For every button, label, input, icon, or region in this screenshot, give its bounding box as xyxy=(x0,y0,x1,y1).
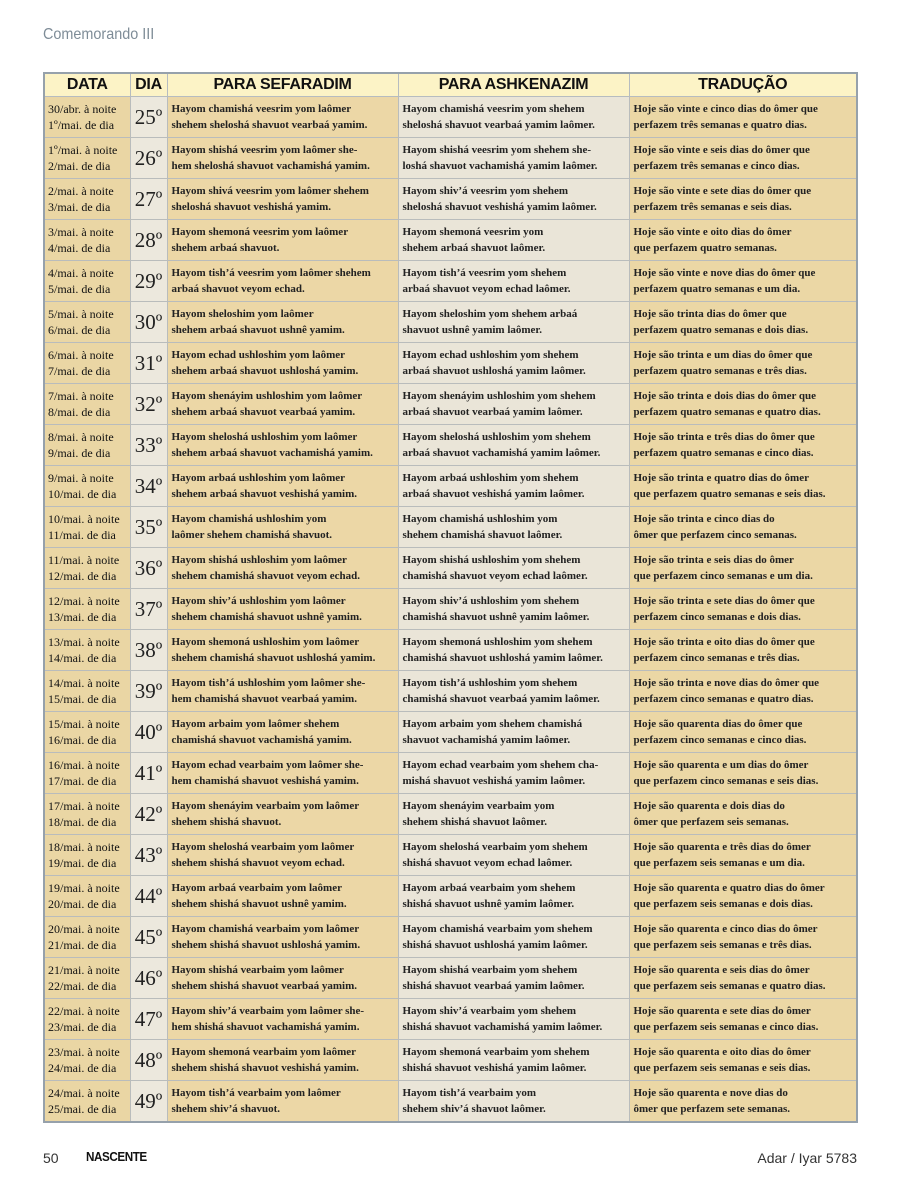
table-row xyxy=(44,343,857,384)
header-traducao: TRADUÇÃO xyxy=(629,73,857,97)
day-cell: 32º xyxy=(130,384,167,425)
sefaradim-cell: Hayom echad ushloshim yom laômer shehem arbaá shavuot ushloshá yamim. xyxy=(167,343,398,384)
ashkenazim-cell: Hayom chamishá vearbaim yom shehem shishá shavuot ushloshá yamim laômer. xyxy=(398,917,629,958)
table-row xyxy=(44,425,857,466)
table-row xyxy=(44,794,857,835)
ashkenazim-cell: Hayom arbaá ushloshim yom shehem arbaá shavuot veshishá yamim laômer. xyxy=(398,466,629,507)
date-cell: 10/mai. à noite 11/mai. de dia xyxy=(44,507,130,548)
ashkenazim-cell: Hayom shiv’á veesrim yom shehem sheloshá shavuot veshishá yamim laômer. xyxy=(398,179,629,220)
day-cell: 27º xyxy=(130,179,167,220)
ashkenazim-cell: Hayom sheloshá ushloshim yom shehem arbaá shavuot vachamishá yamim laômer. xyxy=(398,425,629,466)
translation-cell: Hoje são trinta e sete dias do ômer que perfazem cinco semanas e dois dias. xyxy=(629,589,857,630)
translation-cell: Hoje são trinta e quatro dias do ômer que perfazem quatro semanas e seis dias. xyxy=(629,466,857,507)
ashkenazim-cell: Hayom shenáyim vearbaim yom shehem shishá shavuot laômer. xyxy=(398,794,629,835)
ashkenazim-cell: Hayom chamishá ushloshim yom shehem chamishá shavuot laômer. xyxy=(398,507,629,548)
date-cell: 2/mai. à noite 3/mai. de dia xyxy=(44,179,130,220)
table-row xyxy=(44,835,857,876)
header-data: DATA xyxy=(44,73,130,97)
ashkenazim-cell: Hayom echad vearbaim yom shehem cha- mishá shavuot veshishá yamim laômer. xyxy=(398,753,629,794)
page-number: 50 xyxy=(43,1150,59,1166)
table-row xyxy=(44,958,857,999)
date-cell: 1º/mai. à noite 2/mai. de dia xyxy=(44,138,130,179)
table-row xyxy=(44,466,857,507)
date-cell: 11/mai. à noite 12/mai. de dia xyxy=(44,548,130,589)
table-body xyxy=(44,97,857,1123)
day-cell: 47º xyxy=(130,999,167,1040)
translation-cell: Hoje são trinta e um dias do ômer que perfazem quatro semanas e três dias. xyxy=(629,343,857,384)
sefaradim-cell: Hayom chamishá ushloshim yom laômer shehem chamishá shavuot. xyxy=(167,507,398,548)
day-cell: 31º xyxy=(130,343,167,384)
date-cell: 7/mai. à noite 8/mai. de dia xyxy=(44,384,130,425)
day-cell: 25º xyxy=(130,97,167,138)
date-cell: 5/mai. à noite 6/mai. de dia xyxy=(44,302,130,343)
ashkenazim-cell: Hayom shemoná vearbaim yom shehem shishá shavuot veshishá yamim laômer. xyxy=(398,1040,629,1081)
sefaradim-cell: Hayom shemoná veesrim yom laômer shehem arbaá shavuot. xyxy=(167,220,398,261)
issue-label: Adar / Iyar 5783 xyxy=(757,1150,857,1166)
translation-cell: Hoje são quarenta e dois dias do ômer que perfazem seis semanas. xyxy=(629,794,857,835)
translation-cell: Hoje são trinta e seis dias do ômer que perfazem cinco semanas e um dia. xyxy=(629,548,857,589)
sefaradim-cell: Hayom sheloshá ushloshim yom laômer shehem arbaá shavuot vachamishá yamim. xyxy=(167,425,398,466)
sefaradim-cell: Hayom shishá ushloshim yom laômer shehem chamishá shavuot veyom echad. xyxy=(167,548,398,589)
ashkenazim-cell: Hayom arbaim yom shehem chamishá shavuot vachamishá yamim laômer. xyxy=(398,712,629,753)
sefaradim-cell: Hayom tish’á vearbaim yom laômer shehem shiv’á shavuot. xyxy=(167,1081,398,1123)
sefaradim-cell: Hayom shiv’á ushloshim yom laômer shehem chamishá shavuot ushnê yamim. xyxy=(167,589,398,630)
translation-cell: Hoje são quarenta dias do ômer que perfazem cinco semanas e cinco dias. xyxy=(629,712,857,753)
table-row xyxy=(44,302,857,343)
sefaradim-cell: Hayom chamishá veesrim yom laômer shehem sheloshá shavuot vearbaá yamim. xyxy=(167,97,398,138)
ashkenazim-cell: Hayom tish’á veesrim yom shehem arbaá shavuot veyom echad laômer. xyxy=(398,261,629,302)
translation-cell: Hoje são trinta e três dias do ômer que perfazem quatro semanas e cinco dias. xyxy=(629,425,857,466)
ashkenazim-cell: Hayom shemoná veesrim yom shehem arbaá shavuot laômer. xyxy=(398,220,629,261)
day-cell: 33º xyxy=(130,425,167,466)
ashkenazim-cell: Hayom shiv’á vearbaim yom shehem shishá shavuot vachamishá yamim laômer. xyxy=(398,999,629,1040)
ashkenazim-cell: Hayom shemoná ushloshim yom shehem chamishá shavuot ushloshá yamim laômer. xyxy=(398,630,629,671)
table-row xyxy=(44,876,857,917)
date-cell: 20/mai. à noite 21/mai. de dia xyxy=(44,917,130,958)
table-row xyxy=(44,999,857,1040)
day-cell: 30º xyxy=(130,302,167,343)
date-cell: 22/mai. à noite 23/mai. de dia xyxy=(44,999,130,1040)
day-cell: 37º xyxy=(130,589,167,630)
table-row xyxy=(44,220,857,261)
table-row xyxy=(44,630,857,671)
ashkenazim-cell: Hayom echad ushloshim yom shehem arbaá shavuot ushloshá yamim laômer. xyxy=(398,343,629,384)
translation-cell: Hoje são quarenta e seis dias do ômer que perfazem seis semanas e quatro dias. xyxy=(629,958,857,999)
ashkenazim-cell: Hayom tish’á ushloshim yom shehem chamishá shavuot vearbaá yamim laômer. xyxy=(398,671,629,712)
omer-count-table xyxy=(43,72,858,1123)
date-cell: 16/mai. à noite 17/mai. de dia xyxy=(44,753,130,794)
table-row xyxy=(44,753,857,794)
translation-cell: Hoje são vinte e oito dias do ômer que perfazem quatro semanas. xyxy=(629,220,857,261)
sefaradim-cell: Hayom tish’á veesrim yom laômer shehem arbaá shavuot veyom echad. xyxy=(167,261,398,302)
table-header-row xyxy=(44,73,857,97)
translation-cell: Hoje são vinte e cinco dias do ômer que perfazem três semanas e quatro dias. xyxy=(629,97,857,138)
translation-cell: Hoje são quarenta e nove dias do ômer que perfazem sete semanas. xyxy=(629,1081,857,1123)
translation-cell: Hoje são quarenta e um dias do ômer que perfazem cinco semanas e seis dias. xyxy=(629,753,857,794)
day-cell: 44º xyxy=(130,876,167,917)
date-cell: 8/mai. à noite 9/mai. de dia xyxy=(44,425,130,466)
sefaradim-cell: Hayom arbaá ushloshim yom laômer shehem arbaá shavuot veshishá yamim. xyxy=(167,466,398,507)
date-cell: 24/mai. à noite 25/mai. de dia xyxy=(44,1081,130,1123)
ashkenazim-cell: Hayom shishá ushloshim yom shehem chamishá shavuot veyom echad laômer. xyxy=(398,548,629,589)
ashkenazim-cell: Hayom sheloshim yom shehem arbaá shavuot ushnê yamim laômer. xyxy=(398,302,629,343)
table-row xyxy=(44,917,857,958)
ashkenazim-cell: Hayom shenáyim ushloshim yom shehem arbaá shavuot vearbaá yamim laômer. xyxy=(398,384,629,425)
day-cell: 43º xyxy=(130,835,167,876)
sefaradim-cell: Hayom shivá veesrim yom laômer shehem sheloshá shavuot veshishá yamim. xyxy=(167,179,398,220)
ashkenazim-cell: Hayom shishá vearbaim yom shehem shishá shavuot vearbaá yamim laômer. xyxy=(398,958,629,999)
date-cell: 23/mai. à noite 24/mai. de dia xyxy=(44,1040,130,1081)
day-cell: 29º xyxy=(130,261,167,302)
translation-cell: Hoje são trinta e cinco dias do ômer que perfazem cinco semanas. xyxy=(629,507,857,548)
date-cell: 14/mai. à noite 15/mai. de dia xyxy=(44,671,130,712)
translation-cell: Hoje são trinta dias do ômer que perfazem quatro semanas e dois dias. xyxy=(629,302,857,343)
ashkenazim-cell: Hayom arbaá vearbaim yom shehem shishá shavuot ushnê yamim laômer. xyxy=(398,876,629,917)
translation-cell: Hoje são quarenta e três dias do ômer que perfazem seis semanas e um dia. xyxy=(629,835,857,876)
day-cell: 36º xyxy=(130,548,167,589)
translation-cell: Hoje são trinta e nove dias do ômer que perfazem cinco semanas e quatro dias. xyxy=(629,671,857,712)
day-cell: 35º xyxy=(130,507,167,548)
ashkenazim-cell: Hayom tish’á vearbaim yom shehem shiv’á shavuot laômer. xyxy=(398,1081,629,1123)
translation-cell: Hoje são vinte e seis dias do ômer que perfazem três semanas e cinco dias. xyxy=(629,138,857,179)
day-cell: 28º xyxy=(130,220,167,261)
day-cell: 46º xyxy=(130,958,167,999)
header-sefaradim: PARA SEFARADIM xyxy=(167,73,398,97)
ashkenazim-cell: Hayom sheloshá vearbaim yom shehem shishá shavuot veyom echad laômer. xyxy=(398,835,629,876)
table-row xyxy=(44,1081,857,1123)
sefaradim-cell: Hayom shiv’á vearbaim yom laômer she- hem shishá shavuot vachamishá yamim. xyxy=(167,999,398,1040)
table-row xyxy=(44,384,857,425)
day-cell: 42º xyxy=(130,794,167,835)
table-row xyxy=(44,138,857,179)
date-cell: 12/mai. à noite 13/mai. de dia xyxy=(44,589,130,630)
translation-cell: Hoje são quarenta e oito dias do ômer que perfazem seis semanas e seis dias. xyxy=(629,1040,857,1081)
date-cell: 13/mai. à noite 14/mai. de dia xyxy=(44,630,130,671)
sefaradim-cell: Hayom sheloshá vearbaim yom laômer shehem shishá shavuot veyom echad. xyxy=(167,835,398,876)
translation-cell: Hoje são quarenta e quatro dias do ômer que perfazem seis semanas e dois dias. xyxy=(629,876,857,917)
table-row xyxy=(44,1040,857,1081)
translation-cell: Hoje são quarenta e cinco dias do ômer que perfazem seis semanas e três dias. xyxy=(629,917,857,958)
sefaradim-cell: Hayom shishá veesrim yom laômer she- hem sheloshá shavuot vachamishá yamim. xyxy=(167,138,398,179)
day-cell: 41º xyxy=(130,753,167,794)
day-cell: 26º xyxy=(130,138,167,179)
section-title: Comemorando III xyxy=(43,26,155,43)
day-cell: 45º xyxy=(130,917,167,958)
sefaradim-cell: Hayom shenáyim vearbaim yom laômer shehem shishá shavuot. xyxy=(167,794,398,835)
sefaradim-cell: Hayom chamishá vearbaim yom laômer shehem shishá shavuot ushloshá yamim. xyxy=(167,917,398,958)
date-cell: 30/abr. à noite 1º/mai. de dia xyxy=(44,97,130,138)
day-cell: 39º xyxy=(130,671,167,712)
sefaradim-cell: Hayom sheloshim yom laômer shehem arbaá shavuot ushnê yamim. xyxy=(167,302,398,343)
table-row xyxy=(44,179,857,220)
day-cell: 48º xyxy=(130,1040,167,1081)
table-row xyxy=(44,712,857,753)
sefaradim-cell: Hayom arbaim yom laômer shehem chamishá shavuot vachamishá yamim. xyxy=(167,712,398,753)
date-cell: 15/mai. à noite 16/mai. de dia xyxy=(44,712,130,753)
table-row xyxy=(44,97,857,138)
date-cell: 21/mai. à noite 22/mai. de dia xyxy=(44,958,130,999)
sefaradim-cell: Hayom shishá vearbaim yom laômer shehem shishá shavuot vearbaá yamim. xyxy=(167,958,398,999)
day-cell: 34º xyxy=(130,466,167,507)
translation-cell: Hoje são trinta e oito dias do ômer que perfazem cinco semanas e três dias. xyxy=(629,630,857,671)
day-cell: 40º xyxy=(130,712,167,753)
table-row xyxy=(44,671,857,712)
translation-cell: Hoje são vinte e sete dias do ômer que perfazem três semanas e seis dias. xyxy=(629,179,857,220)
header-dia: DIA xyxy=(130,73,167,97)
table-row xyxy=(44,261,857,302)
date-cell: 18/mai. à noite 19/mai. de dia xyxy=(44,835,130,876)
day-cell: 49º xyxy=(130,1081,167,1123)
ashkenazim-cell: Hayom shishá veesrim yom shehem she- loshá shavuot vachamishá yamim laômer. xyxy=(398,138,629,179)
day-cell: 38º xyxy=(130,630,167,671)
sefaradim-cell: Hayom echad vearbaim yom laômer she- hem chamishá shavuot veshishá yamim. xyxy=(167,753,398,794)
ashkenazim-cell: Hayom chamishá veesrim yom shehem sheloshá shavuot vearbaá yamim laômer. xyxy=(398,97,629,138)
translation-cell: Hoje são trinta e dois dias do ômer que perfazem quatro semanas e quatro dias. xyxy=(629,384,857,425)
ashkenazim-cell: Hayom shiv’á ushloshim yom shehem chamishá shavuot ushnê yamim laômer. xyxy=(398,589,629,630)
sefaradim-cell: Hayom shemoná vearbaim yom laômer shehem shishá shavuot veshishá yamim. xyxy=(167,1040,398,1081)
date-cell: 9/mai. à noite 10/mai. de dia xyxy=(44,466,130,507)
sefaradim-cell: Hayom tish’á ushloshim yom laômer she- hem chamishá shavuot vearbaá yamim. xyxy=(167,671,398,712)
date-cell: 19/mai. à noite 20/mai. de dia xyxy=(44,876,130,917)
header-ashkenazim: PARA ASHKENAZIM xyxy=(398,73,629,97)
date-cell: 3/mai. à noite 4/mai. de dia xyxy=(44,220,130,261)
table-row xyxy=(44,548,857,589)
date-cell: 17/mai. à noite 18/mai. de dia xyxy=(44,794,130,835)
translation-cell: Hoje são vinte e nove dias do ômer que perfazem quatro semanas e um dia. xyxy=(629,261,857,302)
table-row xyxy=(44,589,857,630)
nascente-logo: NASCENTE xyxy=(86,1149,147,1164)
translation-cell: Hoje são quarenta e sete dias do ômer que perfazem seis semanas e cinco dias. xyxy=(629,999,857,1040)
date-cell: 6/mai. à noite 7/mai. de dia xyxy=(44,343,130,384)
sefaradim-cell: Hayom arbaá vearbaim yom laômer shehem shishá shavuot ushnê yamim. xyxy=(167,876,398,917)
sefaradim-cell: Hayom shemoná ushloshim yom laômer shehem chamishá shavuot ushloshá yamim. xyxy=(167,630,398,671)
sefaradim-cell: Hayom shenáyim ushloshim yom laômer shehem arbaá shavuot vearbaá yamim. xyxy=(167,384,398,425)
date-cell: 4/mai. à noite 5/mai. de dia xyxy=(44,261,130,302)
table-row xyxy=(44,507,857,548)
